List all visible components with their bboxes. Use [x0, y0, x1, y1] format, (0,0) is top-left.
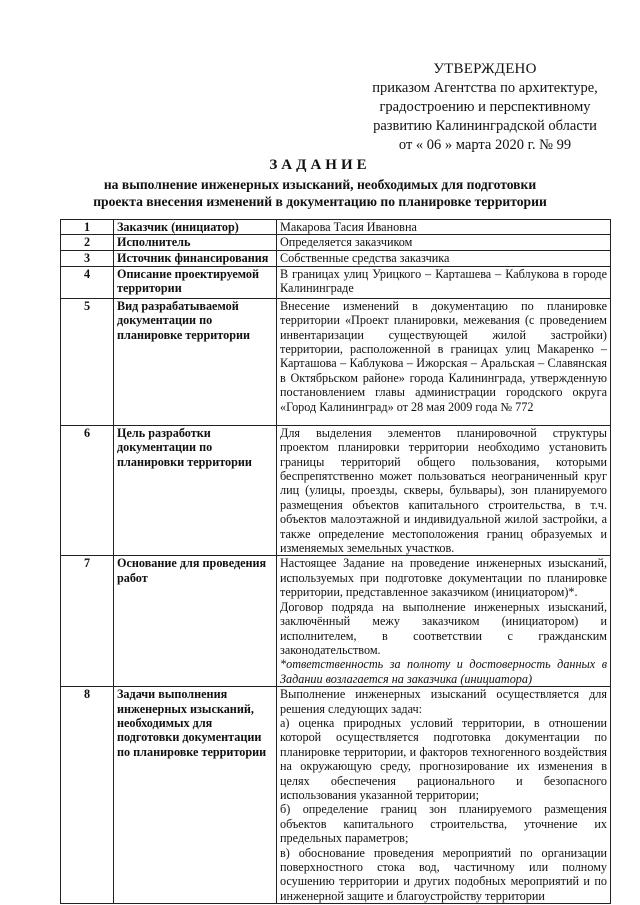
row-label: Заказчик (инициатор): [114, 220, 277, 235]
row-value: [277, 687, 611, 904]
approval-line: приказом Агентства по архитектуре,: [372, 80, 598, 96]
table-row: [61, 556, 611, 687]
row-number: 6: [61, 425, 114, 556]
row-label: Вид разрабатываемой документации по планировке территории: [114, 298, 277, 425]
row-number: 3: [61, 251, 114, 266]
row-number: 4: [61, 266, 114, 298]
row-number: 1: [61, 220, 114, 235]
row-text: Договор подряда на выполнение инженерных изысканий, заключённый межу заказчиком (инициатором) и исполнителем, в соответствии с гражданским законодательством.: [280, 599, 607, 657]
table-row: [61, 266, 611, 298]
row-value: [277, 220, 611, 235]
document-title: ЗАДАНИЕ: [269, 157, 371, 173]
row-text: Настоящее Задание на проведение инженерных изысканий, используемых при подготовке документации по планировке территории, представленное заказчиком (инициатором)*.: [280, 556, 607, 600]
row-text: Выполнение инженерных изысканий осуществляется для решения следующих задач:: [280, 687, 607, 716]
row-number: 8: [61, 687, 114, 904]
row-label: Описание проектируемой территории: [114, 266, 277, 298]
table-row: [61, 251, 611, 266]
row-number: 2: [61, 235, 114, 251]
approval-stamp: [355, 60, 615, 155]
row-value: [277, 556, 611, 687]
row-text: Для выделения элементов планировочной структуры проектом планировки территории необходимо установить границы территорий общего пользования, которыми беспрепятственно может пользоваться неограниченный круг лиц (улицы, проезды, скверы, бульвары), зон планируемого размещения объектов капитального строительства, в т.ч. объектов малоэтажной и индивидуальной жилой застройки, а также определение местоположения границ образуемых и изменяемых земельных участков.: [280, 425, 607, 556]
document-subtitle: на выполнение инженерных изысканий, необходимых для подготовки: [103, 177, 537, 192]
row-value: [277, 266, 611, 298]
row-text: Определяется заказчиком: [280, 235, 413, 250]
approval-line: от « 06 » марта 2020 г. № 99: [398, 137, 572, 153]
row-value: [277, 425, 611, 556]
row-value: [277, 298, 611, 425]
table-row: [61, 220, 611, 235]
row-number: 7: [61, 556, 114, 687]
table-row: [61, 235, 611, 251]
approval-heading: УТВЕРЖДЕНО: [433, 61, 537, 77]
row-number: 5: [61, 298, 114, 425]
table-row: [61, 687, 611, 904]
row-text: В границах улиц Урицкого – Карташева – Каблукова в городе Калининграде: [280, 266, 607, 296]
document-subtitle: проекта внесения изменений в документацию по планировке территории: [93, 194, 547, 209]
row-value: [277, 251, 611, 266]
row-label: Основание для проведения работ: [114, 556, 277, 687]
row-label: Исполнитель: [114, 235, 277, 251]
row-label: Источник финансирования: [114, 251, 277, 266]
row-text: в) обоснование проведения мероприятий по организации поверхностного стока вод, частичному или полному осушению территории и других подобных мероприятий и по инженерной защите и благоустройству территории: [280, 845, 607, 903]
task-table: [60, 219, 611, 904]
table-row: [61, 425, 611, 556]
row-value: [277, 235, 611, 251]
row-label: Задачи выполнения инженерных изысканий, необходимых для подготовки документации по планировке территории: [114, 687, 277, 904]
table-row: [61, 298, 611, 425]
row-text: Макарова Тасия Ивановна: [280, 220, 417, 234]
row-text: Внесение изменений в документацию по планировке территории «Проект планировки, межевания (с проведением инвентаризации существующей жилой застройки) территории, расположенной в границах улиц Макаренко – Карташова – Каблукова – Ижорская – Аральская – Славянская в Октябрьском районе» города Калининграда, утвержденную постановлением главы администрации городского округа «Город Калининград» от 28 мая 2009 года № 772: [280, 298, 607, 414]
row-text: Собственные средства заказчика: [280, 251, 450, 266]
row-footnote: *ответственность за полноту и достоверность данных в Задании возлагается на заказчика (инициатора): [280, 657, 607, 686]
approval-line: градостроению и перспективному: [379, 99, 591, 115]
row-text: б) определение границ зон планируемого размещения объектов капитального строительства, уточнение их предельных параметров;: [280, 802, 607, 846]
row-text: а) оценка природных условий территории, в отношении которой осуществляется подготовка документации по планировке территории, и факторов техногенного воздействия на окружающую среду, прогнозирование их изменения в целях обеспечения рационального и безопасного использования указанной территории;: [280, 715, 607, 802]
approval-line: развитию Калининградской области: [373, 118, 597, 134]
row-label: Цель разработки документации по планировки территории: [114, 425, 277, 556]
